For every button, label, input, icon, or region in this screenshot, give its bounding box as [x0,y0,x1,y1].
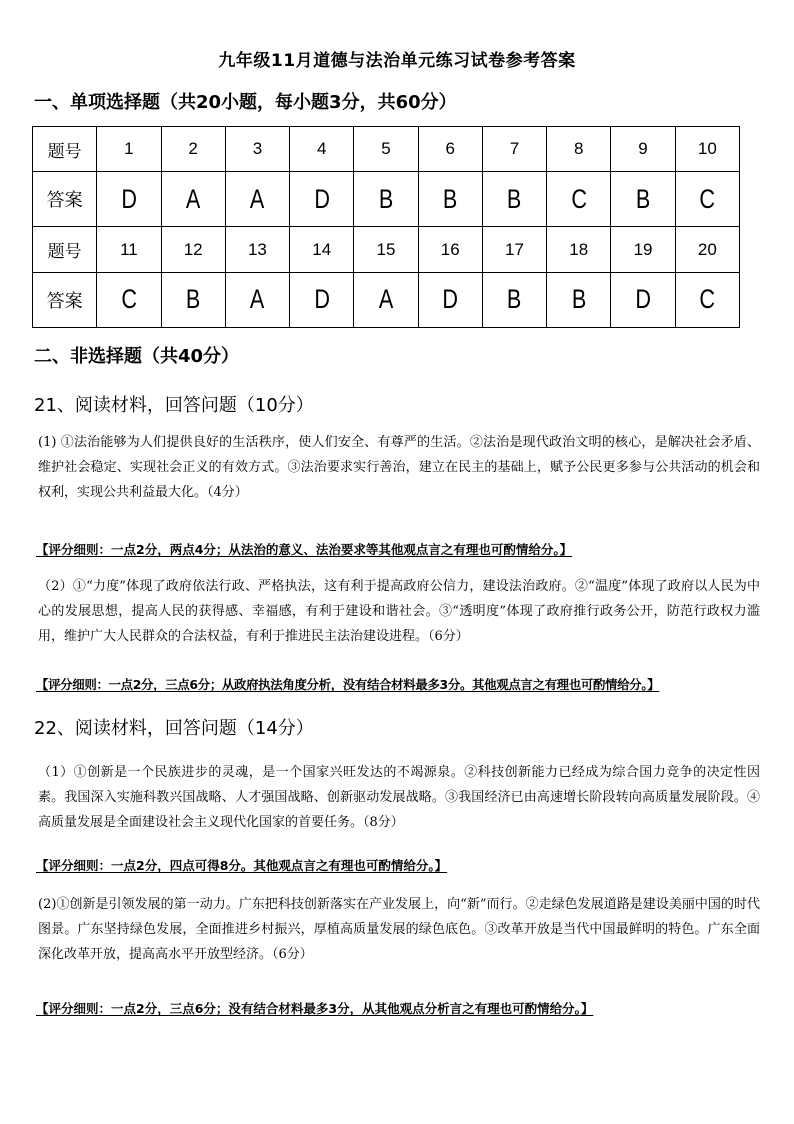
answer-cell: A [232,272,283,327]
answer-cell: A [167,172,218,227]
answer-table [32,126,740,328]
question-22-title: 22、阅读材料，回答问题（14分） [34,718,314,739]
question-number: 20 [675,227,739,272]
question-number: 12 [161,227,225,272]
question-number: 14 [290,227,354,272]
question-number: 4 [290,127,354,172]
answer-cell: B [489,272,540,327]
row-label-answer: 答案 [33,272,97,327]
q22-criteria-2: 【评分细则：一点2分，三点6分；没有结合材料最多3分，从其他观点分析言之有理也可酌情给分。】 [36,1001,594,1016]
answer-cell: A [232,172,283,227]
question-number: 16 [418,227,482,272]
table-row [33,127,740,172]
answer-cell: D [103,172,154,227]
q22-answer-1: （1）①创新是一个民族进步的灵魂，是一个国家兴旺发达的不竭源泉。②科技创新能力已经成为综合国力竞争的决定性因素。我国深入实施科教兴国战略、人才强国战略、创新驱动发展战略。③我国经济已由高速增长阶段转向高质量发展阶段。④高质量发展是全面建设社会主义现代化国家的首要任务。（8分） [38,765,760,830]
answer-cell: D [617,272,668,327]
answer-cell: C [103,272,154,327]
answer-cell: A [360,272,411,327]
answer-cell: B [425,172,476,227]
question-number: 19 [611,227,675,272]
question-number: 10 [675,127,739,172]
table-row [33,227,740,272]
q22-criteria-1: 【评分细则：一点2分，四点可得8分。其他观点言之有理也可酌情给分。】 [36,858,448,873]
question-number: 15 [354,227,418,272]
section2-heading: 二、非选择题（共40分） [34,346,240,367]
question-number: 1 [97,127,161,172]
answer-cell: C [682,172,733,227]
answer-cell: B [167,272,218,327]
question-number: 18 [547,227,611,272]
answer-cell: C [553,172,604,227]
question-21-title: 21、阅读材料，回答问题（10分） [34,395,314,416]
question-number: 11 [97,227,161,272]
question-number: 13 [225,227,289,272]
q21-answer-2: （2）①“力度”体现了政府依法行政、严格执法，这有利于提高政府公信力，建设法治政府。②“温度”体现了政府以人民为中心的发展思想，提高人民的获得感、幸福感，有利于建设和谐社会。③“透明度”体现了政府推行政务公开，防范行政权力滥用，维护广大人民群众的合法权益，有利于推进民主法治建设进程。（6分） [38,579,760,644]
question-number: 17 [482,227,546,272]
table-row [33,172,740,227]
row-label-answer: 答案 [33,172,97,227]
question-number: 5 [354,127,418,172]
answer-cell: D [296,272,347,327]
answer-cell: D [296,172,347,227]
table-row [33,272,740,327]
answer-cell: B [617,172,668,227]
question-number: 6 [418,127,482,172]
answer-cell: C [682,272,733,327]
answer-cell: D [425,272,476,327]
q21-criteria-2: 【评分细则：一点2分，三点6分；从政府执法角度分析，没有结合材料最多3分。其他观点言之有理也可酌情给分。】 [36,677,660,692]
q21-answer-1: (1) ①法治能够为人们提供良好的生活秩序，使人们安全、有尊严的生活。②法治是现代政治文明的核心，是解决社会矛盾、维护社会稳定、实现社会正义的有效方式。③法治要求实行善治，建立在民主的基础上，赋予公民更多参与公共活动的机会和权利，实现公共利益最大化。（4分） [38,435,760,500]
question-number: 7 [482,127,546,172]
question-number: 2 [161,127,225,172]
q21-criteria-1: 【评分细则：一点2分，两点4分；从法治的意义、法治要求等其他观点言之有理也可酌情给分。】 [36,542,573,557]
row-label-number: 题号 [33,227,97,272]
row-label-number: 题号 [33,127,97,172]
page-title: 九年级11月道德与法治单元练习试卷参考答案 [218,51,576,71]
answer-cell: B [360,172,411,227]
section1-heading: 一、单项选择题（共20小题，每小题3分，共60分） [34,92,457,113]
question-number: 8 [547,127,611,172]
answer-cell: B [553,272,604,327]
question-number: 9 [611,127,675,172]
q22-answer-2: (2)①创新是引领发展的第一动力。广东把科技创新落实在产业发展上，向“新”而行。②走绿色发展道路是建设美丽中国的时代图景。广东坚持绿色发展，全面推进乡村振兴，厚植高质量发展的绿色底色。③改革开放是当代中国最鲜明的特色。广东全面深化改革开放，提高高水平开放型经济。（6分） [38,897,760,962]
answer-cell: B [489,172,540,227]
question-number: 3 [225,127,289,172]
